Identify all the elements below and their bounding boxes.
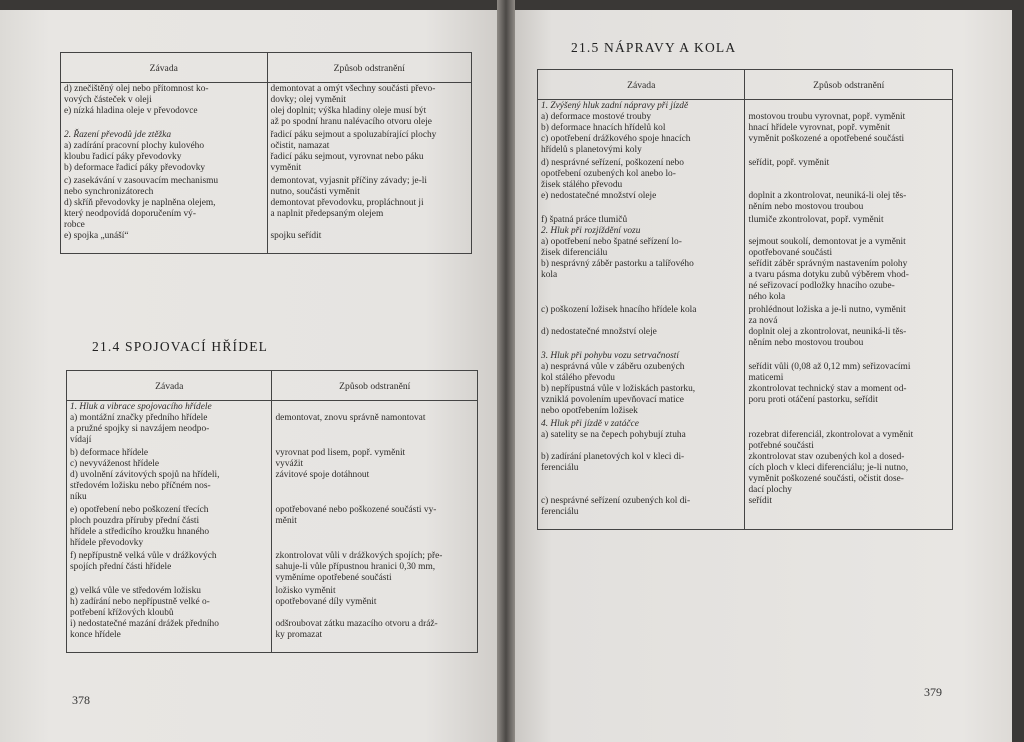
gearbox-fault-table — [60, 52, 472, 254]
fault-cell — [67, 401, 272, 448]
cell-line: 3. Hluk při pohybu vozu setrvačností — [541, 351, 680, 361]
cell-line: závitové spoje dotáhnout — [275, 470, 370, 480]
cell-line: 1. Hluk a vibrace spojovacího hřídele — [70, 402, 212, 412]
fault-cell — [61, 129, 268, 175]
cell-line: né seřizovací podložky hnacího ozube- — [748, 281, 895, 291]
cell-line: zkontrolovat vůli v drážkových spojích; pře- — [275, 551, 443, 561]
cell-line: demontovat, vyjasnit příčiny závady; je-li — [270, 176, 427, 186]
page-number-left: 378 — [72, 693, 90, 707]
cell-line: vídají — [70, 435, 92, 445]
cell-line: a) satelity se na čepech pohybují ztuha — [541, 430, 686, 440]
cell-line — [748, 226, 949, 237]
table-row — [67, 401, 478, 448]
cell-line: robce — [64, 220, 85, 230]
cell-line: doplnit a zkontrolovat, neuniká-li olej těs- — [748, 191, 907, 201]
drive-shaft-fault-table — [66, 370, 478, 653]
cell-line: b) zadírání planetových kol v kleci di- — [541, 452, 685, 462]
fault-cell — [538, 418, 745, 519]
table-row — [538, 418, 953, 519]
cell-line: vzniklá povolením upevňovací matice — [541, 395, 684, 405]
cell-line: něním nebo mostovou troubou — [748, 338, 864, 348]
cell-line: d) skříň převodovky je naplněna olejem, — [64, 198, 216, 208]
cell-line — [271, 220, 468, 231]
cell-line: vyměníme opotřebené součásti — [275, 573, 392, 583]
cell-line — [748, 351, 949, 362]
cell-line: ferenciálu — [541, 507, 579, 517]
fault-cell — [67, 585, 272, 642]
cell-line: opotřebení ozubených kol anebo lo- — [541, 169, 676, 179]
cell-line: d) znečištěný olej nebo přítomnost ko- — [64, 84, 209, 94]
cell-line: demontovat, znovu správně namontovat — [275, 413, 426, 423]
cell-line — [541, 474, 741, 485]
cell-line: e) opotřebení nebo poškození třecích — [70, 505, 209, 515]
cell-line: zkontrolovat technický stav a moment od- — [748, 384, 907, 394]
cell-line: a) opotřebení nebo špatné seřízení lo- — [541, 237, 682, 247]
cell-line: c) nevyváženost hřídele — [70, 459, 160, 469]
cell-line: a) nesprávná vůle v záběru ozubených — [541, 362, 685, 372]
table-row — [67, 504, 478, 550]
cell-line: b) deformace hnacích hřídelů kol — [541, 123, 666, 133]
remedy-cell — [745, 350, 953, 418]
fault-cell — [538, 157, 745, 214]
table-row — [67, 585, 478, 642]
cell-line: mostovou troubu vyrovnat, popř. vyměnit — [748, 112, 906, 122]
cell-line: měnit — [275, 516, 297, 526]
cell-line: odšroubovat zátku mazacího otvoru a dráž- — [275, 619, 438, 629]
cell-line: sahuje-li vůle přípustnou hranici 0,30 mm, — [275, 562, 436, 572]
table-row — [61, 175, 472, 243]
cell-line: řadicí páku sejmout a spoluzabírající plochy — [270, 130, 437, 140]
table-row — [67, 550, 478, 585]
cell-line: c) nesprávné seřízení ozubených kol di- — [541, 496, 691, 506]
column-header-zpusob: Způsob odstranění — [272, 371, 478, 401]
cell-line: f) špatná práce tlumičů — [541, 215, 628, 225]
cell-line: olej doplnit; výška hladiny oleje musí být — [270, 106, 427, 116]
cell-line: e) spojka „unáší“ — [64, 231, 129, 241]
fault-cell — [538, 350, 745, 418]
cell-line: potřebení křížových kloubů — [70, 608, 174, 618]
book-gutter — [497, 0, 515, 742]
cell-line: f) nepřípustně velká vůle v drážkových — [70, 551, 217, 561]
cell-line: ky promazat — [275, 630, 323, 640]
table-row — [61, 83, 472, 130]
cell-line: nutno, součásti vyměnit — [270, 187, 360, 197]
cell-line: sejmout soukolí, demontovat je a vyměnit — [748, 237, 906, 247]
cell-line — [541, 441, 741, 452]
cell-line: c) zasekávání v zasouvacím mechanismu — [64, 176, 219, 186]
table-row — [538, 350, 953, 418]
fault-cell — [67, 504, 272, 550]
cell-line: opotřebované nebo poškozené součásti vy- — [275, 505, 437, 515]
cell-line: opotřebované díly vyměnit — [275, 597, 377, 607]
cell-line — [748, 180, 949, 191]
table-row — [61, 129, 472, 175]
axle-fault-table — [537, 69, 953, 530]
table-row — [538, 100, 953, 158]
fault-cell — [67, 550, 272, 585]
cell-line: i) nedostatečné mazání drážek předního — [70, 619, 219, 629]
cell-line: demontovat a omýt všechny součásti převo- — [270, 84, 436, 94]
cell-line: ploch pouzdra příruby přední části — [70, 516, 200, 526]
cell-line: vyvážit — [275, 459, 304, 469]
cell-line: a pružné spojky si navzájem neodpo- — [70, 424, 210, 434]
cell-line: h) zadírání nebo nepřípustně velké o- — [70, 597, 210, 607]
cell-line: 2. Hluk při rozjíždění vozu — [541, 226, 641, 236]
cell-line: 1. Zvýšený hluk zadní nápravy při jízdě — [541, 101, 689, 111]
cell-line: 2. Řazení převodů jde ztěžka — [64, 130, 172, 140]
cell-line: opotřebované součásti — [748, 248, 833, 258]
cell-line: vyměnit — [270, 163, 302, 173]
cell-line — [748, 101, 949, 112]
cell-line: vyměnit poškozené a opotřebené součásti — [748, 134, 905, 144]
cell-line: rozebrat diferenciál, zkontrolovat a vyměnit — [748, 430, 914, 440]
cell-line: 4. Hluk při jízdě v zatáčce — [541, 419, 639, 429]
cell-line: hřídelů s planetovými koly — [541, 145, 642, 155]
cell-line: hřídele a středicího kroužku hnaného — [70, 527, 210, 537]
table-padding-row — [61, 243, 472, 254]
cell-line: b) deformace řadicí páky převodovky — [64, 163, 206, 173]
cell-line: kola — [541, 270, 558, 280]
cell-line: konce hřídele — [70, 630, 121, 640]
cell-line: hřídele převodovky — [70, 538, 144, 548]
cell-line: a tvaru pásma dotyku zubů výběrem vhod- — [748, 270, 909, 280]
cell-line: tlumiče zkontrolovat, popř. vyměnit — [748, 215, 884, 225]
column-header-zpusob: Způsob odstranění — [267, 53, 471, 83]
cell-line: něním nebo mostovou troubou — [748, 202, 864, 212]
cell-line: a) zadírání pracovní plochy kulového — [64, 141, 205, 151]
cell-line: ného kola — [748, 292, 786, 302]
table-padding-row — [67, 642, 478, 653]
cell-line: spojích přední části hřídele — [70, 562, 172, 572]
remedy-cell — [272, 447, 478, 504]
cell-line: seřídit — [748, 496, 772, 506]
cell-line — [541, 485, 741, 496]
cell-line: hnací hřídele vyrovnat, popř. vyměnit — [748, 123, 891, 133]
cell-line — [275, 402, 474, 413]
cell-line: středovém ložisku nebo příčném nos- — [70, 481, 211, 491]
fault-cell — [61, 83, 268, 130]
cell-line: b) nesprávný záběr pastorku a talířového — [541, 259, 694, 269]
table-row — [538, 214, 953, 304]
cell-line: d) nesprávné seřízení, poškození nebo — [541, 158, 684, 168]
cell-line: nebo synchronizátorech — [64, 187, 154, 197]
remedy-cell — [745, 214, 953, 304]
remedy-cell — [267, 83, 471, 130]
table-row — [538, 304, 953, 350]
cell-line: až po spodní hranu nalévacího otvoru oleje — [270, 117, 432, 127]
fault-cell — [61, 175, 268, 243]
cell-line: dovky; olej vyměnit — [270, 95, 347, 105]
cell-line: g) velká vůle ve středovém ložisku — [70, 586, 201, 596]
section-title-axles: 21.5 NÁPRAVY A KOLA — [571, 40, 737, 55]
cell-line: očistit, namazat — [270, 141, 330, 151]
cell-line: doplnit olej a zkontrolovat, neuniká-li těs- — [748, 327, 907, 337]
cell-line: seřídit záběr správným nastavením polohy — [748, 259, 908, 269]
remedy-cell — [267, 175, 471, 243]
fault-cell — [67, 447, 272, 504]
cell-line: žisek diferenciálu — [541, 248, 608, 258]
section-title-drive-shaft: 21.4 SPOJOVACÍ HŘÍDEL — [92, 339, 269, 354]
cell-line: poru proti otáčení pastorku, seřídit — [748, 395, 878, 405]
cell-line: prohlédnout ložiska a je-li nutno, vyměnit — [748, 305, 906, 315]
fault-cell — [538, 304, 745, 350]
cell-line — [541, 316, 741, 327]
cell-line: maticemi — [748, 373, 784, 383]
cell-line: potřebné součásti — [748, 441, 814, 451]
cell-line: demontovat převodovku, propláchnout ji — [270, 198, 424, 208]
remedy-cell — [272, 504, 478, 550]
cell-line: žisek stálého převodu — [541, 180, 623, 190]
cell-line: který neodpovídá doporučením vý- — [64, 209, 196, 219]
cell-line — [748, 169, 949, 180]
table-row — [67, 447, 478, 504]
remedy-cell — [272, 401, 478, 448]
table-row — [538, 157, 953, 214]
table-padding-row — [538, 519, 953, 530]
cell-line: řadicí páku sejmout, vyrovnat nebo páku — [270, 152, 424, 162]
cell-line: vových částeček v oleji — [64, 95, 152, 105]
cell-line: za nová — [748, 316, 778, 326]
cell-line: kol stálého převodu — [541, 373, 615, 383]
remedy-cell — [745, 304, 953, 350]
cell-line: c) opotřebení drážkového spoje hnacích — [541, 134, 691, 144]
page-number-right: 379 — [924, 685, 942, 699]
cell-line: níku — [70, 492, 87, 502]
cell-line: nebo opotřebením ložisek — [541, 406, 638, 416]
cell-line — [275, 608, 474, 619]
cell-line: e) nedostatečné množství oleje — [541, 191, 657, 201]
fault-cell — [538, 100, 745, 158]
column-header-zavada: Závada — [61, 53, 268, 83]
column-header-zavada: Závada — [67, 371, 272, 401]
cell-line: d) uvolnění závitových spojů na hřídeli, — [70, 470, 220, 480]
cell-line: zkontrolovat stav ozubených kol a dosed- — [748, 452, 905, 462]
cell-line: b) deformace hřídele — [70, 448, 149, 458]
cell-line: a naplnit předepsaným olejem — [270, 209, 384, 219]
cell-line: vyrovnat pod lisem, popř. vyměnit — [275, 448, 406, 458]
cell-line: spojku seřídit — [270, 231, 322, 241]
remedy-cell — [745, 418, 953, 519]
cell-line: kloubu řadicí páky převodovky — [64, 152, 182, 162]
column-header-zpusob: Způsob odstranění — [745, 70, 953, 100]
cell-line: ferenciálu — [541, 463, 579, 473]
column-header-zavada: Závada — [538, 70, 745, 100]
fault-cell — [538, 214, 745, 304]
cell-line: vyměnit poškozené součásti, očistit dose- — [748, 474, 904, 484]
cell-line: cích ploch v kleci diferenciálu; je-li nutno, — [748, 463, 909, 473]
cell-line: d) nedostatečné množství oleje — [541, 327, 657, 337]
cell-line: c) poškození ložisek hnacího hřídele kola — [541, 305, 697, 315]
remedy-cell — [745, 157, 953, 214]
remedy-cell — [272, 550, 478, 585]
cell-line: seřídit, popř. vyměnit — [748, 158, 830, 168]
cell-line: a) deformace mostové trouby — [541, 112, 652, 122]
cell-line: e) nízká hladina oleje v převodovce — [64, 106, 198, 116]
remedy-cell — [745, 100, 953, 158]
cell-line: seřídit vůli (0,08 až 0,12 mm) seřizovacími — [748, 362, 911, 372]
cell-line: b) nepřípustná vůle v ložiskách pastorku, — [541, 384, 696, 394]
cell-line: ložisko vyměnit — [275, 586, 336, 596]
cell-line: a) montážní značky předního hřídele — [70, 413, 208, 423]
remedy-cell — [267, 129, 471, 175]
cell-line — [748, 419, 949, 430]
cell-line: dací plochy — [748, 485, 792, 495]
remedy-cell — [272, 585, 478, 642]
